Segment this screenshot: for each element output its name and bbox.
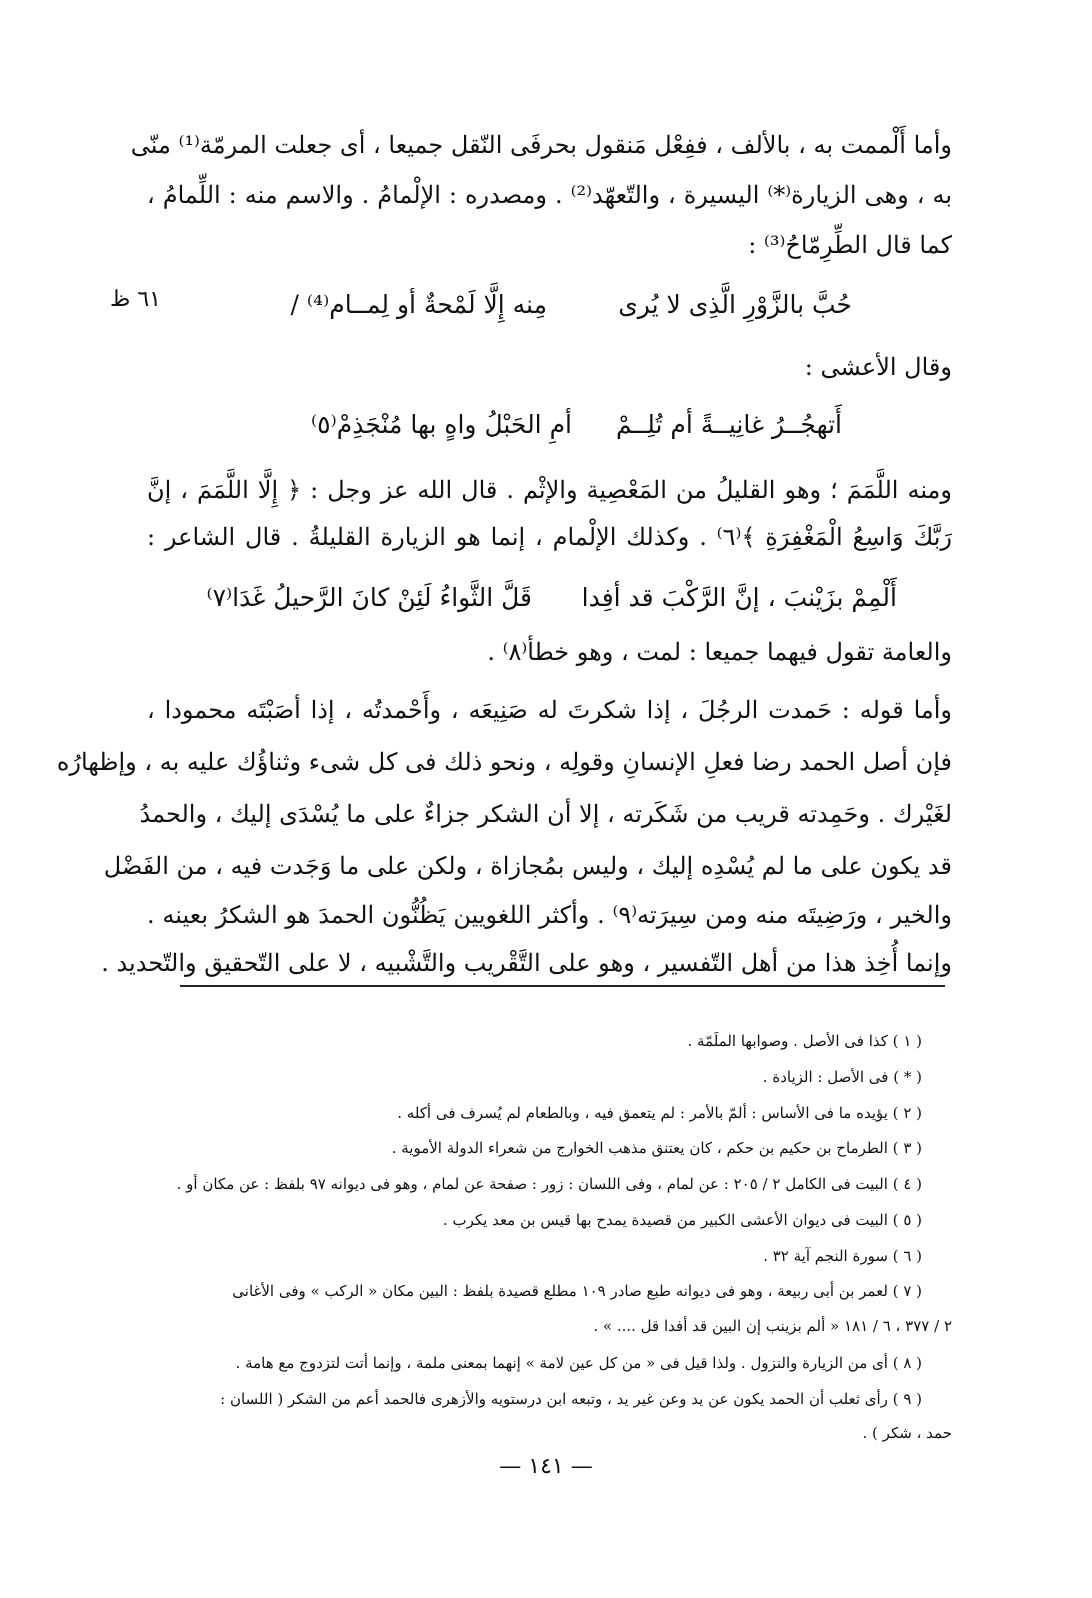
footnote: ( ٩ ) رأى ثعلب أن الحمد يكون عن يد وعن غير يد ، وتبعه ابن درستويه والأزهرى فالحمد أعم من الشكر ( اللسان : bbox=[220, 1390, 922, 1408]
verse-hemistich-left: قَلَّ الثَّواءُ لَئِنْ كانَ الرَّحيلُ غَدَا⁽٧⁾ bbox=[206, 583, 532, 612]
body-line: وأما أَلْممت به ، بالألف ، ففِعْل مَنقول بحرفَى النّقل جميعا ، أى جعلت المرمّة⁽¹⁾ منّى bbox=[130, 131, 952, 159]
footnote-separator bbox=[180, 985, 945, 987]
body-line: وقال الأعشى : bbox=[804, 353, 952, 381]
page-number: — ١٤١ — bbox=[499, 1454, 593, 1479]
verse-hemistich-left: مِنه إِلَّا لَمْحةٌ أو لِمــام⁽⁴⁾ / bbox=[290, 290, 547, 319]
footnote: ( ٧ ) لعمر بن أبى ربيعة ، وهو فى ديوانه طبع صادر ١٠٩ مطلع قصيدة بلفظ : البين مكان « الركب » وفى الأغانى bbox=[232, 1282, 922, 1300]
verse-hemistich-left: أمِ الحَبْلُ واهٍ بها مُنْجَذِمْ⁽٥⁾ bbox=[311, 410, 572, 439]
body-line: ومنه اللَّمَمَ ؛ وهو القليلُ من المَعْصِية والإثْم . قال الله عز وجل : ﴿ إِلَّا اللَّمَمَ ، إنَّ bbox=[147, 476, 953, 504]
footnote: ( ٣ ) الطرماح بن حكيم بن حكم ، كان يعتنق مذهب الخوارج من شعراء الدولة الأموية . bbox=[391, 1139, 922, 1157]
body-line: لغَيْرك . وحَمِدته قريب من شَكَرته ، إلا أن الشكر جزاءٌ على ما يُسْدَى إليك ، والحمدُ bbox=[139, 800, 952, 828]
body-line: به ، وهى الزيارة⁽*⁾ اليسيرة ، والتّعهّد⁽²⁾ . ومصدره : الإلْمامُ . والاسم منه : اللِّمامُ ، bbox=[147, 181, 952, 209]
verse-hemistich-right: حُبَّ بالزَّوْرِ الَّذِى لا يُرى bbox=[618, 290, 852, 319]
footnote: ( ٨ ) أى من الزيارة والنزول . ولذا قيل فى « من كل عين لامة » إنهما بمعنى ملمة ، وإنما أتت لتزدوج مع هامة . bbox=[235, 1354, 922, 1372]
body-line: وإنما أُخِذ هذا من أهل التّفسير ، وهو على التَّقْريب والتَّشْبيه ، لا على التّحقيق والتّحديد . bbox=[101, 949, 952, 977]
body-line: والعامة تقول فيهما جميعا : لمت ، وهو خطأ⁽٨⁾ . bbox=[487, 638, 952, 666]
footnote: ( ١ ) كذا فى الأصل . وصوابها الملَمّة . bbox=[687, 1032, 922, 1050]
body-line: رَبَّكَ وَاسِعُ الْمَغْفِرَةِ ﴾⁽٦⁾ . وكذلك الإلْمام ، إنما هو الزيارة القليلةُ . قال الشاعر : bbox=[147, 523, 952, 551]
footnote: ( ٦ ) سورة النجم آية ٣٢ . bbox=[763, 1247, 922, 1265]
body-line: فإن أصل الحمد رضا فعلِ الإنسانِ وقولِه ، ونحو ذلك فى كل شىء وثناؤُك عليه به ، وإظهارُه bbox=[56, 748, 952, 776]
footnote-continuation: ٢ / ٣٧٧ ، ٦ / ١٨١ « ألم بزينب إن البين قد أفدا قل .... » . bbox=[593, 1317, 952, 1335]
footnote-continuation: حمد ، شكر ) . bbox=[862, 1424, 952, 1442]
body-line: والخير ، ورَضِيتَه منه ومن سِيرَته⁽٩⁾ . وأكثر اللغويين يَظُنُّون الحمدَ هو الشكرُ بعينه . bbox=[147, 901, 953, 929]
manuscript-folio-note: ٦١ ظ bbox=[110, 287, 161, 312]
footnote: ( ٤ ) البيت فى الكامل ٢ / ٢٠٥ : عن لمام ، وفى اللسان : زور : صفحة عن لمام ، وهو فى ديوانه ٩٧ بلفظ : عن مكان أو . bbox=[176, 1175, 922, 1193]
footnote: ( ٥ ) البيت فى ديوان الأعشى الكبير من قصيدة يمدح بها قيس بن معد يكرب . bbox=[442, 1211, 922, 1229]
footnote: ( * ) فى الأصل : الزيادة . bbox=[762, 1068, 922, 1086]
body-line: كما قال الطِّرِمّاحُ⁽³⁾ : bbox=[748, 231, 952, 259]
footnote: ( ٢ ) يؤيده ما فى الأساس : ألمّ بالأمر : لم يتعمق فيه ، وبالطعام لم يُسرف فى أكله . bbox=[397, 1104, 922, 1122]
verse-hemistich-right: أَلْمِمْ بزَيْنبَ ، إنَّ الرَّكْبَ قد أفِدا bbox=[581, 583, 897, 612]
body-line: قد يكون على ما لم يُسْدِه إليك ، وليس بمُجازاة ، ولكن على ما وَجَدت فيه ، من الفَضْل bbox=[103, 852, 952, 880]
verse-hemistich-right: أَتهجُــرُ غانِيــةً أم تُلِــمْ bbox=[615, 410, 842, 439]
body-line: وأما قوله : حَمدت الرجُلَ ، إذا شكرتَ له صَنِيعَه ، وأَحْمدتُه ، إذا أصَبْتَه محمودا ، bbox=[147, 696, 952, 724]
